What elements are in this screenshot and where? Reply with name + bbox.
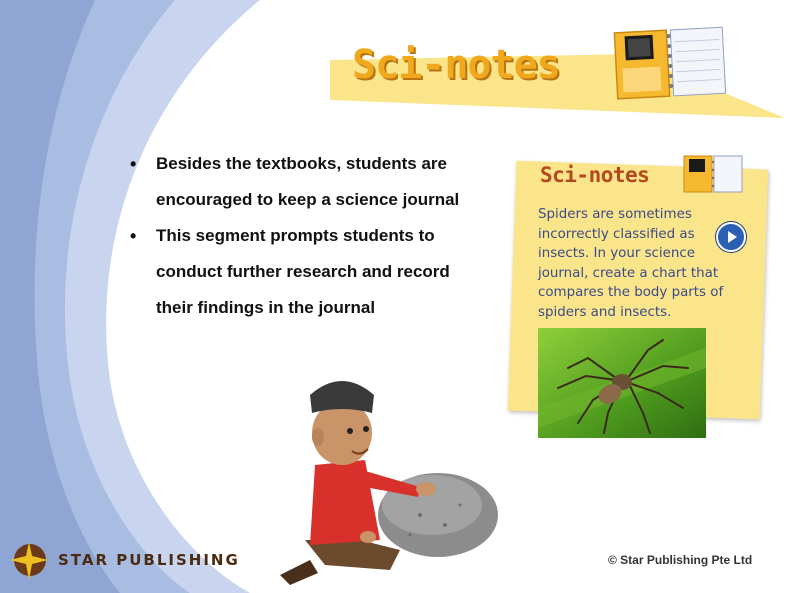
star-logo-icon [8, 540, 50, 582]
play-icon[interactable] [716, 222, 746, 252]
spider-photo [538, 328, 706, 438]
bullet-item: • This segment prompts students to conduct further research and record their findings in the journal [130, 218, 490, 326]
bullet-list [130, 146, 490, 326]
copyright-text: © Star Publishing Pte Ltd [608, 553, 753, 567]
boy-with-rock-illustration [270, 365, 500, 590]
play-triangle-icon [718, 224, 744, 250]
page-title: Sci-notes [352, 42, 560, 88]
card-title: Sci-notes [540, 163, 650, 187]
card-body-text: Spiders are sometimes incorrectly classified as insects. In your science journal, create a chart that compares the body parts of spiders and insects. [538, 207, 724, 320]
bullet-item: • Besides the textbooks, students are encouraged to keep a science journal [130, 146, 490, 218]
brand-name: STAR PUBLISHING [58, 551, 240, 569]
notebook-icon [682, 152, 744, 196]
notebook-icon [612, 24, 730, 102]
